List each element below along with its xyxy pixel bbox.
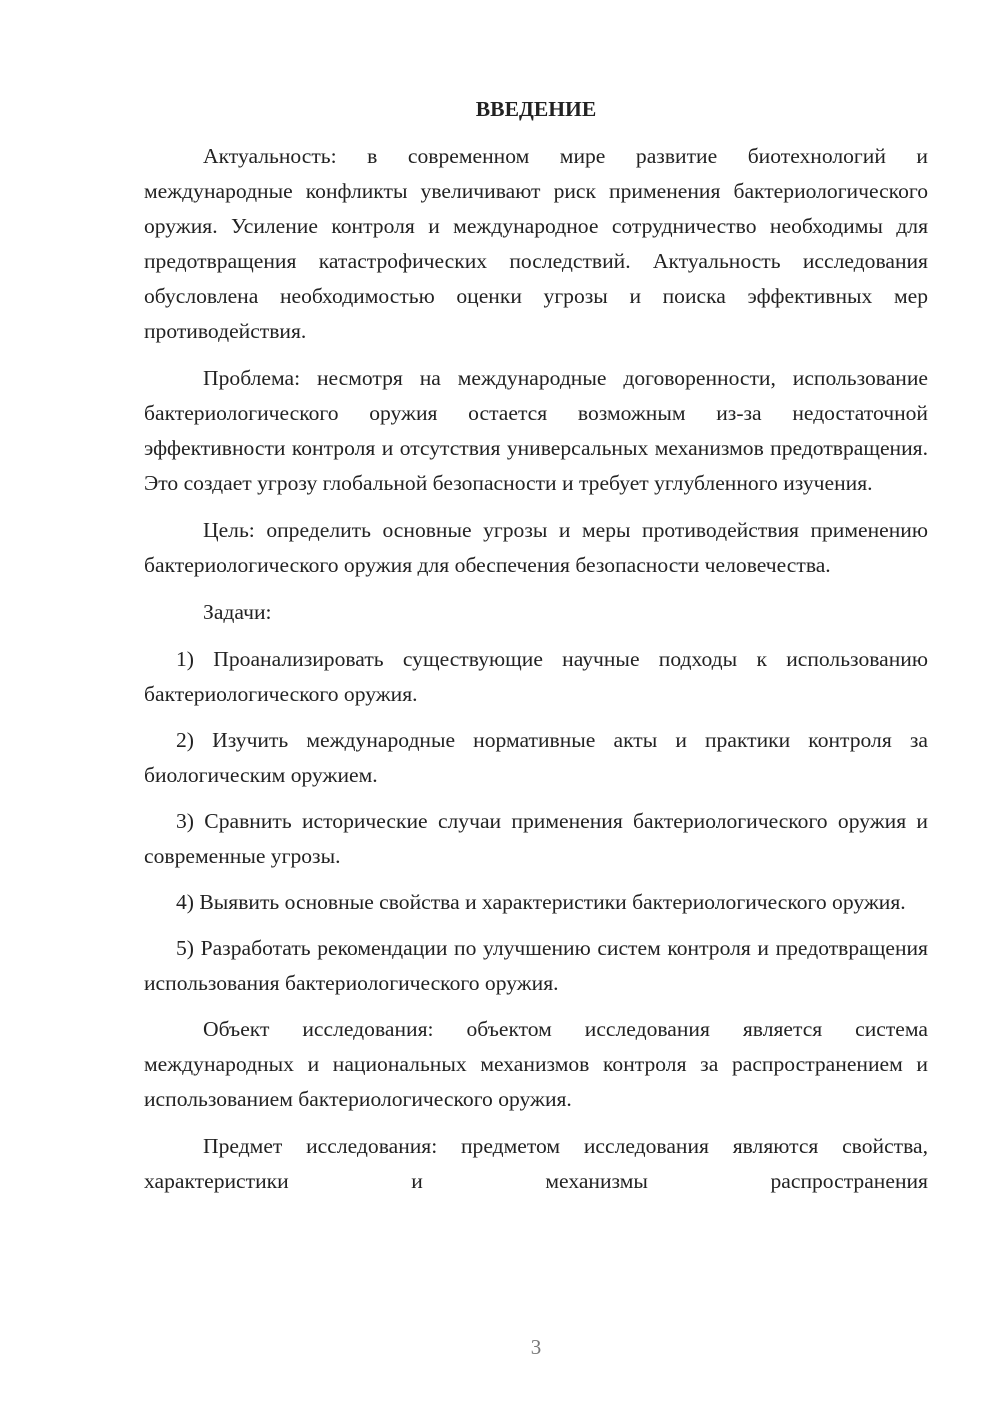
page-title: ВВЕДЕНИЕ	[475, 97, 597, 121]
paragraph-subject: Предмет исследования: предметом исследования являются свойства, характеристики и механизмы распространения	[144, 1134, 928, 1193]
task-item-3: 3) Сравнить исторические случаи применения бактериологического оружия и современные угрозы.	[144, 809, 928, 868]
task-item-1: 1) Проанализировать существующие научные подходы к использованию бактериологического оружия.	[144, 647, 928, 706]
task-item-4: 4) Выявить основные свойства и характеристики бактериологического оружия.	[176, 890, 906, 914]
document-body	[144, 92, 928, 1211]
paragraph-relevance: Актуальность: в современном мире развитие биотехнологий и международные конфликты увеличивают риск применения бактериологического оружия. Усиление контроля и международное сотрудничество необходимы для предотвращения катастрофических последствий. Актуальность исследования обусловлена необходимостью оценки угрозы и поиска эффективных мер противодействия.	[144, 144, 928, 343]
paragraph-tasks-label: Задачи:	[203, 600, 272, 624]
paragraph-problem: Проблема: несмотря на международные договоренности, использование бактериологического оружия остается возможным из-за недостаточной эффективности контроля и отсутствия универсальных механизмов предотвращения. Это создает угрозу глобальной безопасности и требует углубленного изучения.	[144, 366, 928, 495]
paragraph-goal: Цель: определить основные угрозы и меры противодействия применению бактериологического оружия для обеспечения безопасности человечества.	[144, 518, 928, 577]
paragraph-object: Объект исследования: объектом исследования является система международных и национальных механизмов контроля за распространением и использованием бактериологического оружия.	[144, 1017, 928, 1111]
page-number: 3	[530, 1335, 542, 1359]
task-item-2: 2) Изучить международные нормативные акты и практики контроля за биологическим оружием.	[144, 728, 928, 787]
task-item-5: 5) Разработать рекомендации по улучшению систем контроля и предотвращения использования бактериологического оружия.	[144, 936, 928, 995]
